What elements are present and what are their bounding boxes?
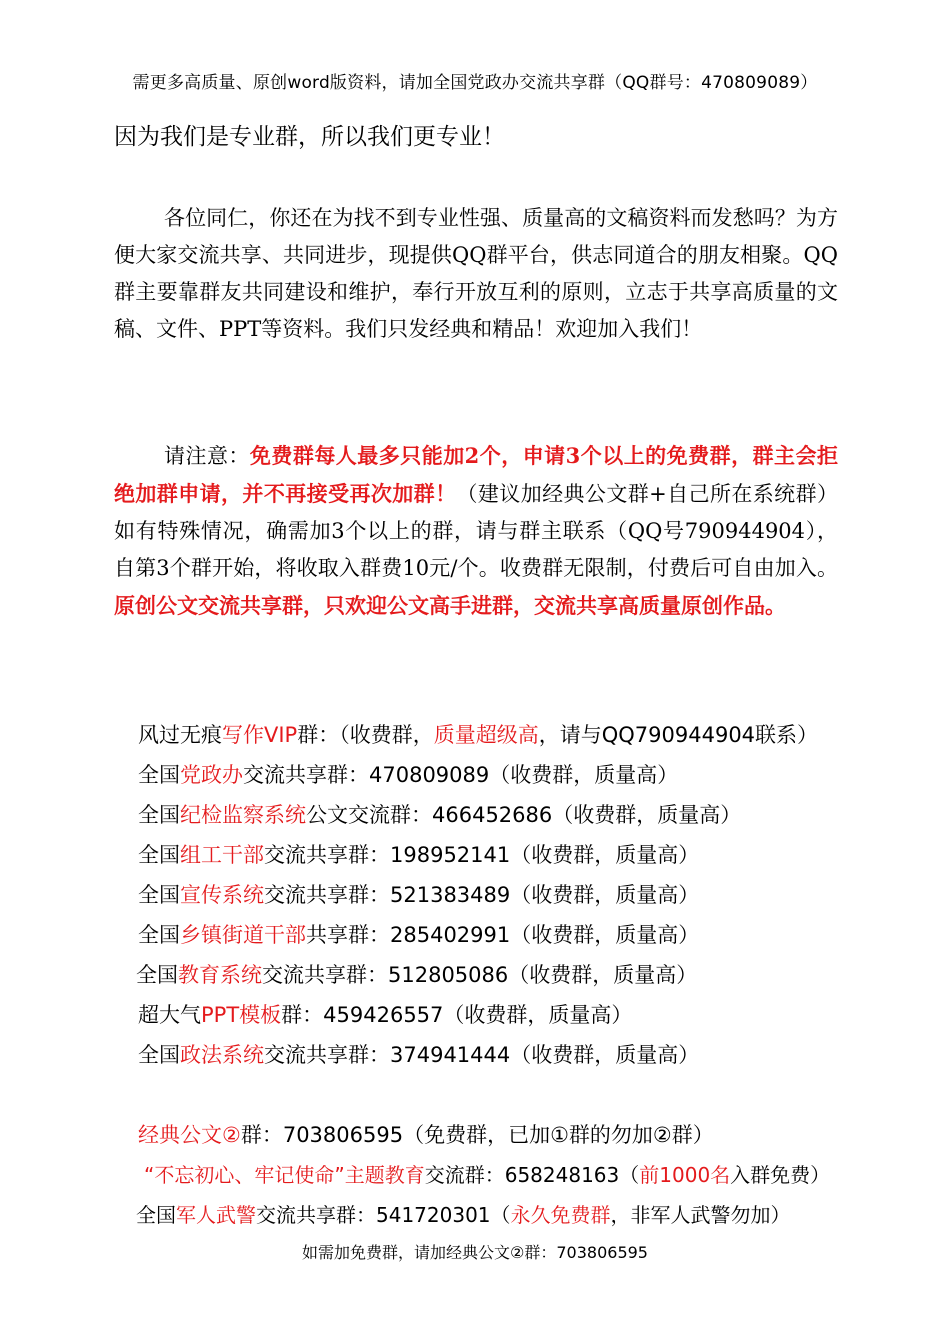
group-line: 超大气PPT模板群：459426557（收费群，质量高） bbox=[138, 1003, 633, 1027]
notice-warning: 免费群每人最多只能加2个，申请3个以上的免费群，群主会拒绝加群申请，并不再接受再次加群！ bbox=[114, 443, 838, 506]
header-banner: 需更多高质量、原创word版资料，请加全国党政办交流共享群（QQ群号：470809089） bbox=[132, 73, 818, 93]
group-line: 全国宣传系统交流共享群：521383489（收费群，质量高） bbox=[138, 883, 700, 907]
notice-paragraph bbox=[114, 437, 838, 625]
group-line: 全国纪检监察系统公文交流群：466452686（收费群，质量高） bbox=[138, 803, 742, 827]
group-line: 经典公文②群：703806595（免费群，已加①群的勿加②群） bbox=[138, 1123, 714, 1147]
group-line: 全国党政办交流共享群：470809089（收费群，质量高） bbox=[138, 763, 679, 787]
notice-closing: 原创公文交流共享群，只欢迎公文高手进群，交流共享高质量原创作品。 bbox=[114, 593, 786, 618]
group-line: 全国组工干部交流共享群：198952141（收费群，质量高） bbox=[138, 843, 700, 867]
notice-label: 请注意： bbox=[164, 444, 250, 468]
group-line: 全国军人武警交流共享群：541720301（永久免费群，非军人武警勿加） bbox=[136, 1203, 791, 1227]
group-line: “不忘初心、牢记使命”主题教育交流群：658248163（前1000名入群免费） bbox=[144, 1163, 831, 1187]
group-line: 全国教育系统交流共享群：512805086（收费群，质量高） bbox=[136, 963, 698, 987]
group-line: 全国乡镇街道干部共享群：285402991（收费群，质量高） bbox=[138, 923, 700, 947]
notice-body: （建议加经典公文群+自己所在系统群）如有特殊情况，确需加3个以上的群，请与群主联系（QQ号790944904），自第3个群开始，将收取入群费10元/个。收费群无限制，付费后可自由加入。 bbox=[114, 482, 838, 580]
group-line: 风过无痕写作VIP群：（收费群，质量超级高，请与QQ790944904联系） bbox=[138, 723, 819, 747]
group-line: 全国政法系统交流共享群：374941444（收费群，质量高） bbox=[138, 1043, 700, 1067]
footer-note: 如需加免费群，请加经典公文②群：703806595 bbox=[302, 1243, 648, 1262]
tagline: 因为我们是专业群，所以我们更专业！ bbox=[114, 124, 505, 150]
intro-paragraph: 各位同仁，你还在为找不到专业性强、质量高的文稿资料而发愁吗？为方便大家交流共享、共同进步，现提供QQ群平台，供志同道合的朋友相聚。QQ群主要靠群友共同建设和维护，奉行开放互利的原则，立志于共享高质量的文稿、文件、PPT等资料。我们只发经典和精品！欢迎加入我们！ bbox=[114, 206, 838, 341]
